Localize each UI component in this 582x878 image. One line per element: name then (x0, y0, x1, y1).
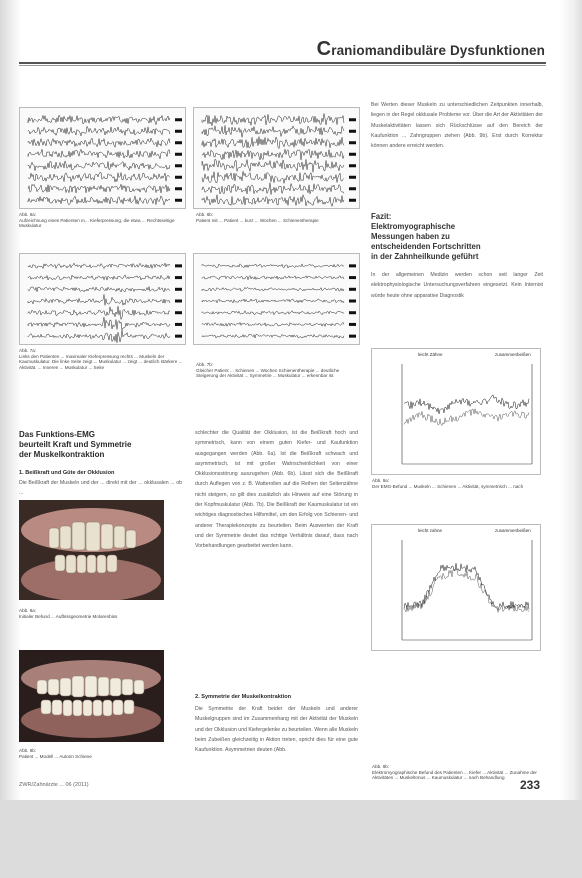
caption-6b: Abb. 6b: Patient mit ... Patient ... kurz ... Wochen ... Schienentherapie (196, 212, 319, 223)
channel-marker (349, 335, 356, 338)
channel-marker (349, 187, 356, 190)
caption-9a: Abb. 9a: Der EMG-Befund ... Muskeln ... Schienen ... Aktivität, symmetrisch ... nach (372, 478, 524, 489)
header-title: raniomandibuläre Dysfunktionen (331, 43, 545, 58)
emg-trace (202, 125, 344, 137)
emg-trace (202, 183, 344, 195)
emg-trace (28, 287, 170, 292)
emg-panel-7b (193, 253, 360, 345)
chart-series-line (404, 569, 529, 612)
emg-trace (202, 149, 344, 160)
emg-trace (28, 294, 170, 305)
page-number: 233 (520, 778, 541, 792)
emg-trace (202, 287, 344, 291)
emg-chart-9b (371, 524, 541, 651)
caption-8b: Abb. 8b: Patient ... Modell ... Autorin Schiene (19, 748, 92, 759)
emg-chart-9a (371, 348, 541, 475)
fazit-text: In der allgemeinen Medizin werden schon seit langer Zeit elektrophysiologische Untersuchungsverfahren eingesetzt. Kein Internist würde heute ohne apparative Diagnostik (371, 272, 543, 299)
emg-trace (202, 137, 344, 149)
channel-marker (349, 130, 356, 133)
emg-trace (202, 159, 344, 172)
section-title: Das Funktions-EMG beurteilt Kraft und Symmetrie der Muskelkontraktion (19, 430, 132, 459)
channel-marker (175, 300, 182, 303)
emg-panel-7a (19, 253, 186, 345)
emg-trace (28, 196, 170, 205)
emg-trace (28, 275, 170, 280)
emg-trace (28, 172, 170, 182)
chart-series-line (404, 563, 529, 610)
channel-marker (175, 118, 182, 121)
column-3-text: Bei Werten dieser Muskeln zu unterschiedlichen Zeitpunkten innerhalb, liegen in der Regel okklusale Probleme vor. Über die Art der Aktivitäten der Muskelaktivitäten lassen sich Rückschlüsse auf den Bereich der Kaufunktion ... Zahngruppen ziehen (Abb. 9b). Erst durch Korrektur können andere erreicht werden. (371, 102, 543, 150)
caption-7b: Abb. 7b: Gleicher Patient ... Schienen ... Wochen Schienentherapie ... deutliche Steigerung der Aktivität ... Symmetrie ... Muskulatur ... erkennbar ist (196, 362, 340, 379)
caption-9b: Abb. 9b: Elektromyographische Befund des Patienten ... Kiefer ... Aktivität ... Zunahme der Aktivitäten ... Muskeltonus ... Kaumuskulatur ... nach Behandlung (372, 764, 537, 781)
channel-marker (175, 164, 182, 167)
chart-series-line (404, 395, 529, 414)
channel-marker (349, 300, 356, 303)
channel-marker (175, 187, 182, 190)
emg-trace (28, 306, 170, 319)
page-header (300, 38, 545, 61)
emg-trace (28, 149, 170, 159)
caption-7a: Abb. 7a: Links den Patienten ... maximaler Kieferpressung rechts ... Muskeln der Kaumuskulatur. Die linke Seite zeigt ... Muskulatur ... zeigt ... deutlich stärkere ... Aktivität. ... Inneren ... Muskulatur ... Seite (19, 348, 183, 370)
emg-trace (202, 334, 344, 338)
footer-journal: ZWR/Zahnärzte ... 06 (2011) (19, 782, 89, 788)
channel-marker (349, 153, 356, 156)
chart-9a-label-right: zusammenbeißen (495, 352, 531, 357)
emg-trace (28, 330, 170, 343)
subsection-1-title: 1. Beißkraft und Güte der Okklusion (19, 470, 115, 476)
caption-6a: Abb. 6a: Aufzeichnung eines Patienten m... Kieferpressung, die etwa ... Rechtsseitige Muskulatur (19, 212, 175, 229)
emg-trace (202, 276, 344, 280)
channel-marker (175, 276, 182, 279)
fazit-heading: Fazit: Elektromyographische Messungen haben zu entscheidenden Fortschritten in der Zahnheilkunde geführt (371, 212, 481, 261)
caption-8a: Abb. 8a: Initialer Befund ... Aufbissgeometrie Molarenbiss (19, 608, 118, 619)
header-rule-thin (19, 65, 546, 66)
channel-marker (349, 141, 356, 144)
channel-marker (349, 199, 356, 202)
emg-trace (28, 161, 170, 171)
channel-marker (175, 176, 182, 179)
channel-marker (349, 276, 356, 279)
chart-9b-label-left: leicht zahne (418, 528, 443, 533)
channel-marker (175, 153, 182, 156)
channel-marker (349, 264, 356, 267)
emg-trace (28, 184, 170, 193)
channel-marker (175, 264, 182, 267)
channel-marker (175, 335, 182, 338)
channel-marker (349, 323, 356, 326)
emg-trace (202, 299, 344, 303)
column-2-text-2: Die Symmetrie der Kraft beider der Muskeln und anderer Muskelgruppen sind im Zusammenhang mit der Aktivität der Muskeln und der Okklusion und Kiefergelenke zu beurteilen. Wenn alle Muskeln beim Zubeißen gleichzeitig in Aktion treten, spricht dies für eine gute Kaufunktion. Asymmetrien deuten (Abb. (195, 706, 358, 754)
chart-9b-label-right: zusammenbeißen (495, 528, 531, 533)
channel-marker (349, 288, 356, 291)
column-2-text: schlechter die Qualität der Okklusion, ist die Beißkraft hoch und symmetrisch, kann von einem guten Kiefer- und Kaufunktion ausgegangen werden (Abb. 6a). Ist die Beißkraft schwach und asymmetrisch, ist mit großer Wahrscheinlichkeit von einer Okklusionsstörung auszugehen (Abb. 6b). Lässt sich die Beißkraft durch Auflegen von z. B. Watterollen auf die Reihen der Seitenzähne nicht steigern, so gilt dies zusätzlich als Hinweis auf eine Störung in der Kopfmuskulatur (Abb. 7b). Die Beißkraft der Kaumuskulatur ist ein wichtiges diagnostisches Hilfsmittel, um den Erfolg von Schienen- und anderer Therapiekonzepte zu beurteilen. Beim Auswerten der Kraft und der Symmetrie deutet das richtige Verhältnis darauf, dass nach Vorbehandlungen gearbeitet werden kann. (195, 430, 358, 550)
emg-panel-6a (19, 107, 186, 209)
channel-marker (349, 164, 356, 167)
emg-trace (202, 322, 344, 326)
emg-trace (202, 114, 344, 126)
subsection-2-title: 2. Symmetrie der Muskelkontraktion (195, 694, 292, 700)
emg-trace (28, 126, 170, 136)
chart-series-line (404, 409, 529, 426)
channel-marker (349, 311, 356, 314)
scan-bottom-band (0, 800, 582, 878)
emg-trace (202, 311, 344, 315)
dental-photo-8a (19, 500, 164, 600)
channel-marker (175, 311, 182, 314)
subsection-1-text: Die Beißkraft der Muskeln und der ... direkt mit der ... okklusalen ... ob ... (19, 480, 182, 497)
emg-trace (202, 171, 344, 183)
channel-marker (349, 118, 356, 121)
emg-trace (28, 317, 170, 330)
chart-9a-label-left: leicht Zähne (418, 352, 443, 357)
emg-trace (28, 138, 170, 147)
channel-marker (175, 199, 182, 202)
channel-marker (175, 141, 182, 144)
channel-marker (175, 130, 182, 133)
dental-photo-8b (19, 650, 164, 742)
header-rule (19, 62, 546, 64)
emg-trace (28, 263, 170, 268)
emg-panel-6b (193, 107, 360, 209)
emg-trace (202, 195, 344, 207)
emg-trace (28, 115, 170, 125)
header-initial: C (316, 38, 332, 60)
channel-marker (175, 323, 182, 326)
emg-trace (202, 264, 344, 268)
channel-marker (175, 288, 182, 291)
channel-marker (349, 176, 356, 179)
